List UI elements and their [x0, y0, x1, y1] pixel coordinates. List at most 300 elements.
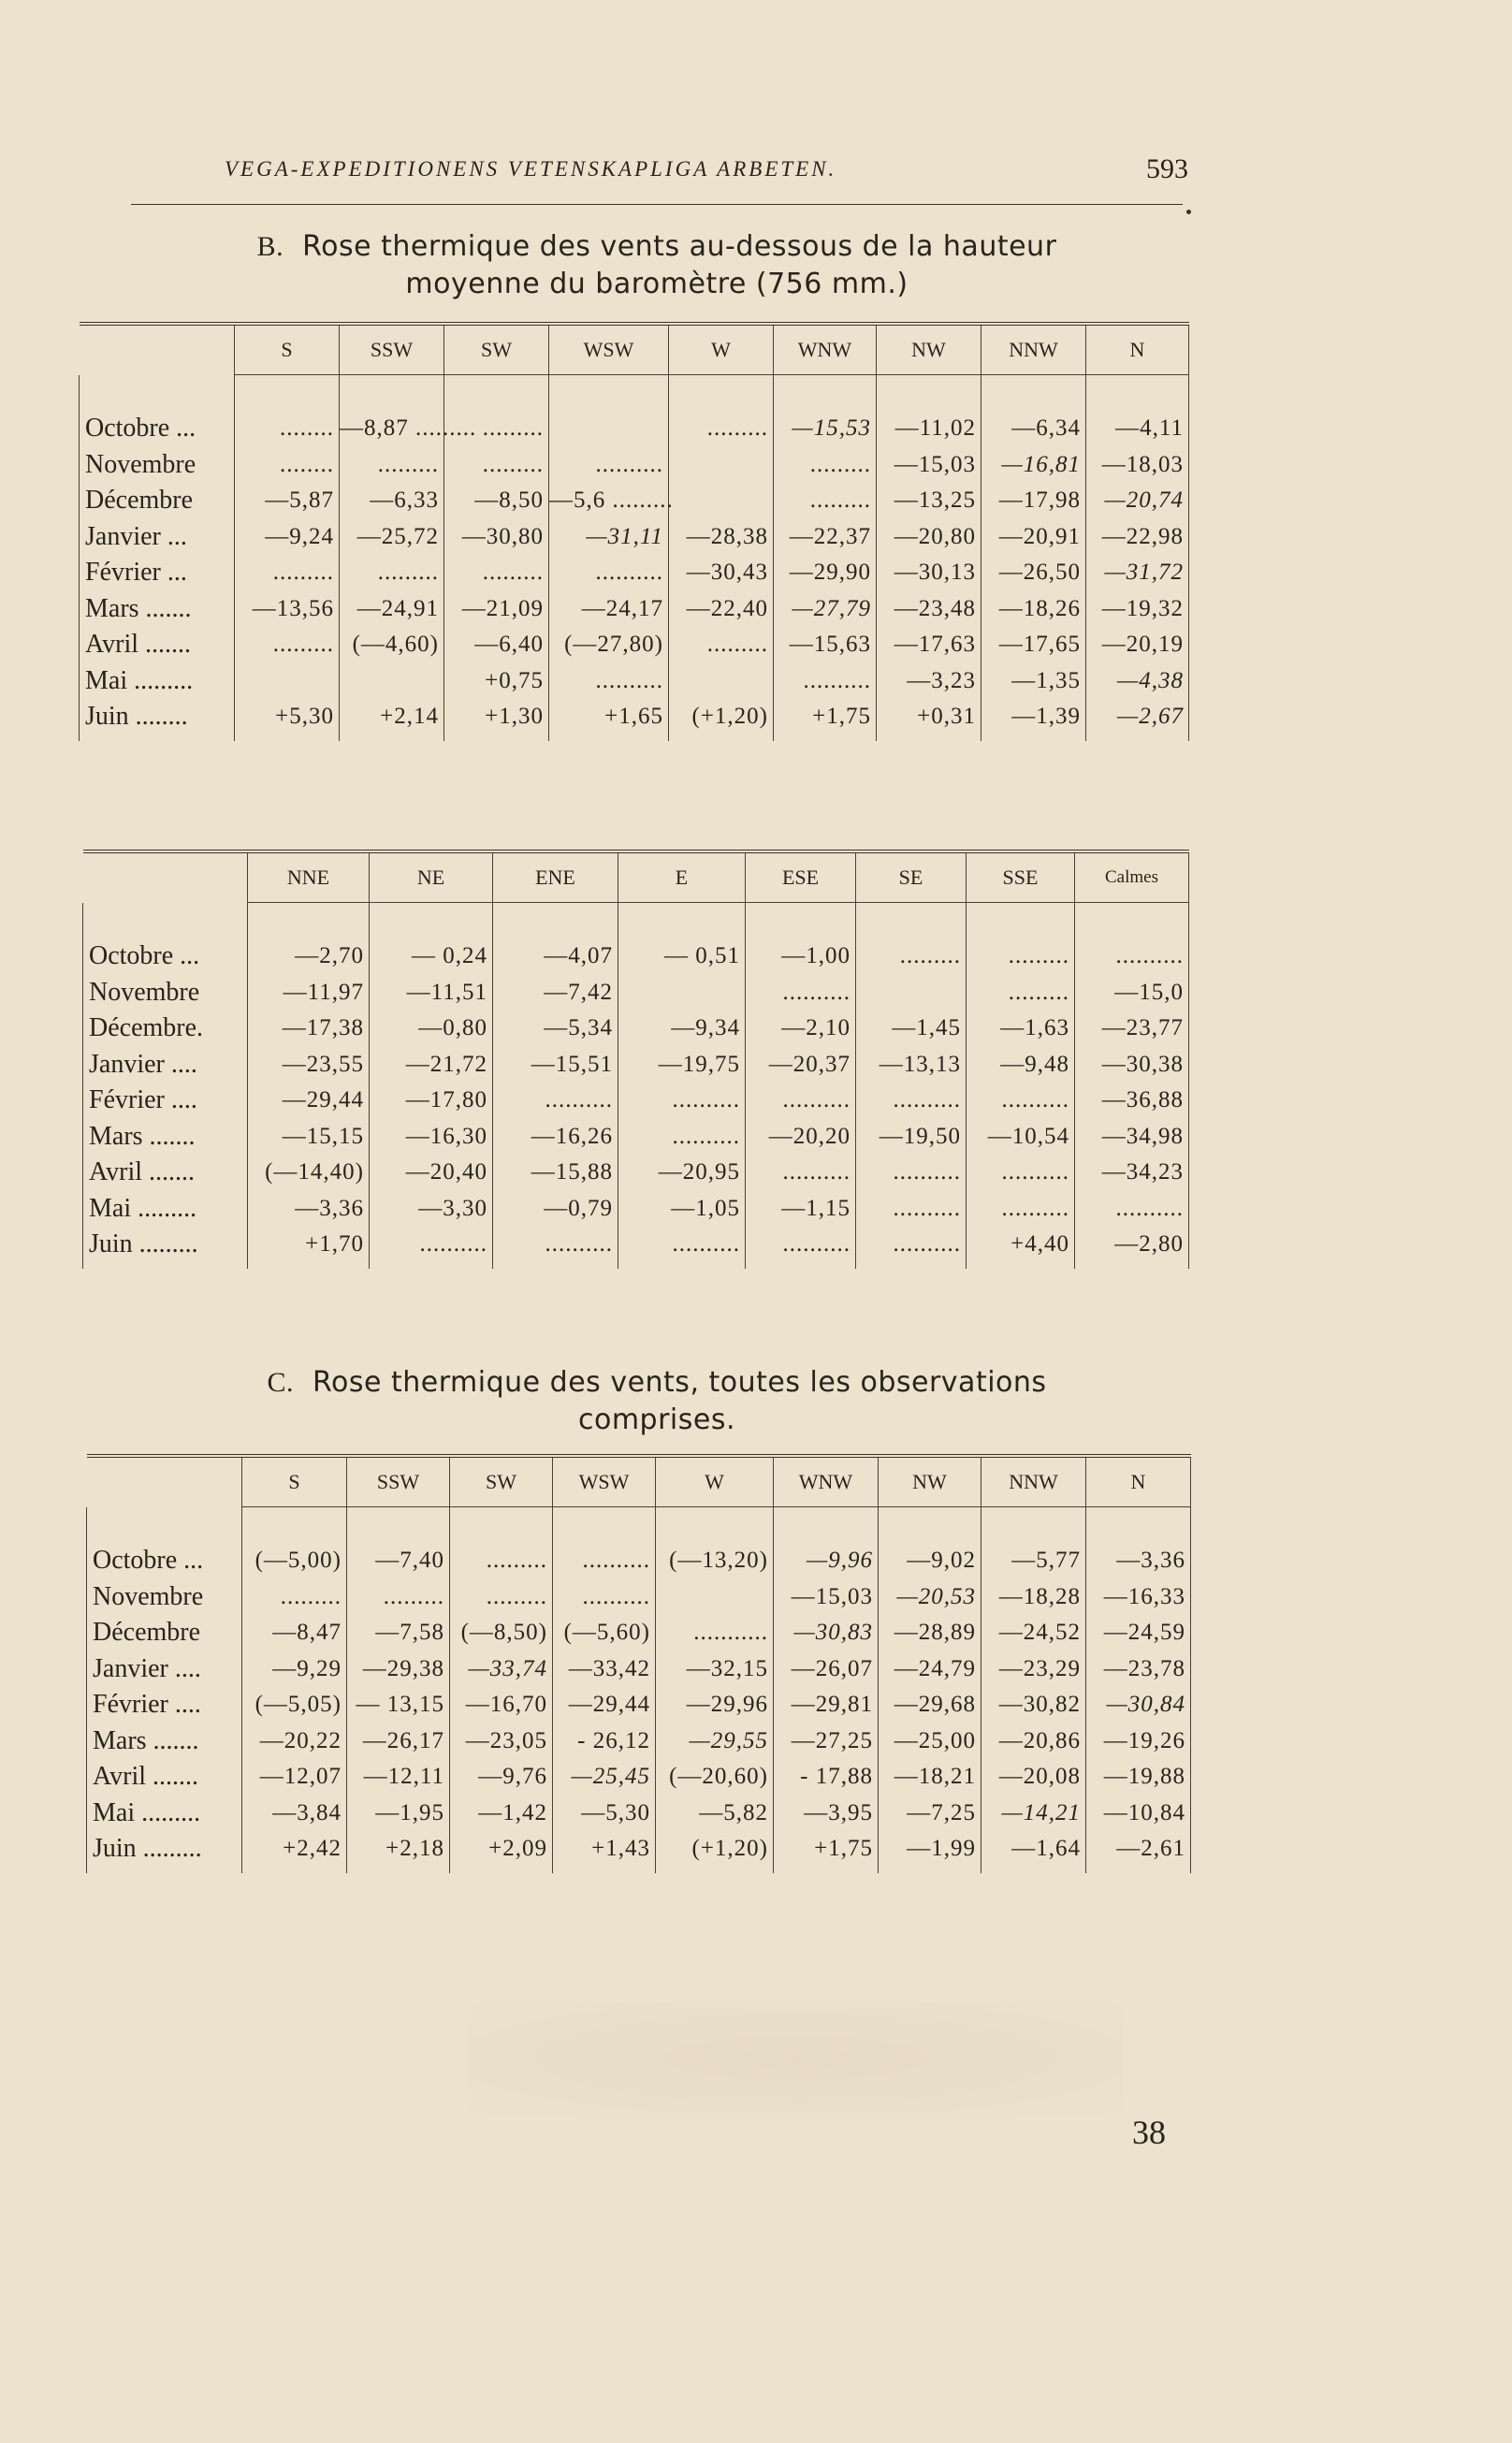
- c-cell: —8,47: [242, 1615, 347, 1651]
- section-b-title-line1: Rose thermique des vents au-dessous de la hauteur: [302, 230, 1057, 263]
- b1-cell: —6,33: [340, 483, 444, 519]
- c-month-label: Avril .......: [87, 1759, 242, 1796]
- b2-cell: ..........: [856, 1191, 967, 1228]
- b1-col-header: W: [669, 324, 774, 375]
- running-header: [225, 153, 1188, 189]
- b1-cell: —22,98: [1086, 519, 1189, 556]
- b1-month-label: Mai .........: [80, 663, 235, 700]
- b2-col-header: NNE: [248, 851, 370, 903]
- b1-cell: —11,02: [877, 375, 981, 447]
- c-cell: —29,38: [347, 1651, 450, 1688]
- rose-table-b1: [79, 322, 1189, 741]
- c-cell: —25,45: [553, 1759, 656, 1796]
- c-cell: (+1,20): [656, 1831, 774, 1873]
- b2-col-header: E: [618, 851, 746, 903]
- b2-row: [83, 975, 1189, 1011]
- b2-corner: [83, 851, 248, 903]
- b1-col-header: NNW: [981, 324, 1086, 375]
- b1-month-label: Avril .......: [80, 627, 235, 663]
- b2-row: [83, 1011, 1189, 1047]
- b1-cell: —1,35: [981, 663, 1086, 700]
- b2-cell: —1,15: [746, 1191, 856, 1228]
- header-rule: [131, 204, 1183, 205]
- b2-cell: ..........: [746, 1155, 856, 1191]
- b2-col-header: ESE: [746, 851, 856, 903]
- b1-cell: ..........: [549, 555, 669, 591]
- b1-row: [80, 663, 1189, 700]
- b1-cell: +1,30: [444, 699, 549, 741]
- b2-cell: —16,30: [370, 1119, 493, 1156]
- b1-month-label: Janvier ...: [80, 519, 235, 556]
- b1-cell: —19,32: [1086, 591, 1189, 628]
- b2-cell: —20,95: [618, 1155, 746, 1191]
- page-number: 593: [1146, 153, 1188, 184]
- b2-cell: —29,44: [248, 1083, 370, 1119]
- b1-row: [80, 555, 1189, 591]
- b1-cell: —5,87: [235, 483, 340, 519]
- b2-month-label: Décembre.: [83, 1011, 248, 1047]
- c-cell: —32,15: [656, 1651, 774, 1688]
- b2-cell: —7,42: [493, 975, 618, 1011]
- b2-cell: .........: [967, 975, 1075, 1011]
- c-cell: - 17,88: [774, 1759, 879, 1796]
- c-cell: —15,03: [774, 1579, 879, 1616]
- b2-cell: +4,40: [967, 1227, 1075, 1269]
- b2-cell: —15,88: [493, 1155, 618, 1191]
- b1-cell: —20,74: [1086, 483, 1189, 519]
- b1-col-header: N: [1086, 324, 1189, 375]
- c-cell: (—20,60): [656, 1759, 774, 1796]
- c-month-label: Décembre: [87, 1615, 242, 1651]
- b2-cell: —15,51: [493, 1047, 618, 1083]
- c-cell: —24,79: [879, 1651, 981, 1688]
- c-row: [87, 1579, 1191, 1616]
- c-row: [87, 1507, 1191, 1579]
- b1-cell: —2,67: [1086, 699, 1189, 741]
- b1-cell: —21,09: [444, 591, 549, 628]
- c-cell: —29,44: [553, 1687, 656, 1723]
- b2-cell: —34,98: [1075, 1119, 1189, 1156]
- b1-cell: —5,6 .........: [549, 483, 669, 519]
- b1-cell: —15,63: [774, 627, 877, 663]
- b1-cell: —15,03: [877, 447, 981, 484]
- c-cell: —16,70: [450, 1687, 553, 1723]
- b1-cell: —8,87 .........: [340, 375, 444, 447]
- c-cell: —3,36: [1086, 1507, 1191, 1579]
- c-col-header: NNW: [981, 1456, 1086, 1507]
- b2-cell: —1,45: [856, 1011, 967, 1047]
- c-cell: —23,29: [981, 1651, 1086, 1688]
- c-col-header: SSW: [347, 1456, 450, 1507]
- b2-cell: —16,26: [493, 1119, 618, 1156]
- b1-cell: —3,23: [877, 663, 981, 700]
- c-cell: +1,43: [553, 1831, 656, 1873]
- c-corner: [87, 1456, 242, 1507]
- b2-cell: —9,48: [967, 1047, 1075, 1083]
- b1-cell: —17,98: [981, 483, 1086, 519]
- b2-cell: ..........: [967, 1191, 1075, 1228]
- b1-cell: —31,72: [1086, 555, 1189, 591]
- b2-row: [83, 1119, 1189, 1156]
- c-cell: —28,89: [879, 1615, 981, 1651]
- b2-cell: —1,05: [618, 1191, 746, 1228]
- c-cell: (—8,50): [450, 1615, 553, 1651]
- b2-cell: —2,10: [746, 1011, 856, 1047]
- c-cell: +2,42: [242, 1831, 347, 1873]
- c-cell: —29,55: [656, 1723, 774, 1760]
- b2-row: [83, 1191, 1189, 1228]
- b2-col-header: NE: [370, 851, 493, 903]
- b2-cell: —9,34: [618, 1011, 746, 1047]
- b1-cell: +5,30: [235, 699, 340, 741]
- b1-cell: —27,79: [774, 591, 877, 628]
- b1-cell: —23,48: [877, 591, 981, 628]
- b1-cell: —28,38: [669, 519, 774, 556]
- section-c-title-line1: Rose thermique des vents, toutes les observations: [313, 1366, 1047, 1399]
- b1-col-header: WSW: [549, 324, 669, 375]
- c-cell: —1,99: [879, 1831, 981, 1873]
- b1-row: [80, 699, 1189, 741]
- b1-cell: —8,50: [444, 483, 549, 519]
- c-cell: —9,02: [879, 1507, 981, 1579]
- c-cell: —7,40: [347, 1507, 450, 1579]
- b1-cell: —30,80: [444, 519, 549, 556]
- b1-cell: [669, 447, 774, 484]
- c-month-label: Mai .........: [87, 1796, 242, 1832]
- b1-row: [80, 591, 1189, 628]
- b2-cell: —1,00: [746, 903, 856, 975]
- b1-cell: [669, 663, 774, 700]
- b1-row: [80, 483, 1189, 519]
- c-cell: —16,33: [1086, 1579, 1191, 1616]
- b1-cell: +0,31: [877, 699, 981, 741]
- b1-cell: —18,26: [981, 591, 1086, 628]
- b1-cell: .........: [340, 555, 444, 591]
- c-cell: —9,29: [242, 1651, 347, 1688]
- b2-cell: ..........: [618, 1083, 746, 1119]
- b1-cell: —25,72: [340, 519, 444, 556]
- c-cell: (—5,00): [242, 1507, 347, 1579]
- c-cell: —19,88: [1086, 1759, 1191, 1796]
- b2-cell: —0,80: [370, 1011, 493, 1047]
- c-month-label: Juin .........: [87, 1831, 242, 1873]
- c-cell: —18,21: [879, 1759, 981, 1796]
- b2-cell: —5,34: [493, 1011, 618, 1047]
- b2-row: [83, 1155, 1189, 1191]
- b1-month-label: Novembre: [80, 447, 235, 484]
- b1-cell: .........: [444, 447, 549, 484]
- b2-cell: ..........: [618, 1119, 746, 1156]
- b2-month-label: Janvier ....: [83, 1047, 248, 1083]
- b2-cell: ..........: [856, 1227, 967, 1269]
- b2-row: [83, 903, 1189, 975]
- b2-cell: —4,07: [493, 903, 618, 975]
- b1-cell: .........: [669, 375, 774, 447]
- b1-cell: —6,34: [981, 375, 1086, 447]
- b2-cell: —3,30: [370, 1191, 493, 1228]
- b1-cell: .........: [444, 375, 549, 447]
- b1-row: [80, 375, 1189, 447]
- b1-cell: +2,14: [340, 699, 444, 741]
- b1-month-label: Mars .......: [80, 591, 235, 628]
- c-cell: —29,96: [656, 1687, 774, 1723]
- b1-cell: —13,25: [877, 483, 981, 519]
- b1-month-label: Octobre ...: [80, 375, 235, 447]
- c-col-header: W: [656, 1456, 774, 1507]
- b1-cell: .........: [340, 447, 444, 484]
- c-cell: .........: [347, 1579, 450, 1616]
- c-col-header: SW: [450, 1456, 553, 1507]
- b2-cell: — 0,24: [370, 903, 493, 975]
- b1-cell: .........: [444, 555, 549, 591]
- rule-dot: [1186, 210, 1191, 214]
- c-cell: —33,42: [553, 1651, 656, 1688]
- c-cell: —12,07: [242, 1759, 347, 1796]
- b2-cell: —13,13: [856, 1047, 967, 1083]
- b2-row: [83, 1227, 1189, 1269]
- b2-row: [83, 1083, 1189, 1119]
- c-month-label: Février ....: [87, 1687, 242, 1723]
- b2-cell: (—14,40): [248, 1155, 370, 1191]
- b2-cell: —36,88: [1075, 1083, 1189, 1119]
- b1-cell: [235, 663, 340, 700]
- section-c-caption: [131, 1364, 1183, 1439]
- c-cell: ...........: [656, 1615, 774, 1651]
- b2-col-header: SSE: [967, 851, 1075, 903]
- b1-month-label: Juin ........: [80, 699, 235, 741]
- b2-cell: ..........: [856, 1083, 967, 1119]
- b1-cell: —20,91: [981, 519, 1086, 556]
- c-row: [87, 1723, 1191, 1760]
- c-col-header: WNW: [774, 1456, 879, 1507]
- c-month-label: Mars .......: [87, 1723, 242, 1760]
- b2-cell: —30,38: [1075, 1047, 1189, 1083]
- b1-cell: —20,80: [877, 519, 981, 556]
- b1-cell: (—27,80): [549, 627, 669, 663]
- b1-col-header: SW: [444, 324, 549, 375]
- c-cell: —14,21: [981, 1796, 1086, 1832]
- c-cell: +2,09: [450, 1831, 553, 1873]
- b1-cell: .........: [235, 627, 340, 663]
- b2-month-label: Février ....: [83, 1083, 248, 1119]
- section-b-letter: B.: [256, 231, 284, 262]
- c-cell: ..........: [553, 1507, 656, 1579]
- b2-cell: ..........: [493, 1227, 618, 1269]
- b1-cell: .........: [774, 483, 877, 519]
- b1-cell: .........: [669, 627, 774, 663]
- c-col-header: S: [242, 1456, 347, 1507]
- b2-cell: —11,97: [248, 975, 370, 1011]
- b2-cell: —17,38: [248, 1011, 370, 1047]
- b1-cell: —6,40: [444, 627, 549, 663]
- running-title: VEGA-EXPEDITIONENS VETENSKAPLIGA ARBETEN.: [225, 157, 837, 181]
- paper-smudge: [468, 2002, 1123, 2115]
- b2-cell: —2,70: [248, 903, 370, 975]
- b2-cell: —0,79: [493, 1191, 618, 1228]
- b2-cell: ..........: [856, 1155, 967, 1191]
- b2-cell: —20,37: [746, 1047, 856, 1083]
- b1-col-header: NW: [877, 324, 981, 375]
- b2-cell: .........: [967, 903, 1075, 975]
- b1-cell: —17,63: [877, 627, 981, 663]
- b2-cell: ..........: [493, 1083, 618, 1119]
- b2-cell: —3,36: [248, 1191, 370, 1228]
- c-cell: .........: [450, 1579, 553, 1616]
- b1-col-header: SSW: [340, 324, 444, 375]
- c-cell: —19,26: [1086, 1723, 1191, 1760]
- b1-cell: —24,91: [340, 591, 444, 628]
- c-cell: —23,05: [450, 1723, 553, 1760]
- folio-number: 38: [1132, 2114, 1166, 2151]
- b2-row: [83, 1047, 1189, 1083]
- b1-cell: —30,13: [877, 555, 981, 591]
- b2-cell: [856, 975, 967, 1011]
- c-cell: (—5,60): [553, 1615, 656, 1651]
- b1-cell: ..........: [549, 447, 669, 484]
- c-cell: —12,11: [347, 1759, 450, 1796]
- c-cell: —33,74: [450, 1651, 553, 1688]
- b2-cell: —19,75: [618, 1047, 746, 1083]
- b1-cell: +1,75: [774, 699, 877, 741]
- c-cell: +1,75: [774, 1831, 879, 1873]
- b1-cell: +0,75: [444, 663, 549, 700]
- c-cell: —2,61: [1086, 1831, 1191, 1873]
- b1-cell: —1,39: [981, 699, 1086, 741]
- b2-col-header: ENE: [493, 851, 618, 903]
- b1-cell: ........: [235, 375, 340, 447]
- c-row: [87, 1759, 1191, 1796]
- c-cell: - 26,12: [553, 1723, 656, 1760]
- rose-table-b2: [82, 850, 1189, 1269]
- b2-cell: —15,15: [248, 1119, 370, 1156]
- b2-cell: —2,80: [1075, 1227, 1189, 1269]
- c-cell: ..........: [553, 1579, 656, 1616]
- b1-row: [80, 627, 1189, 663]
- c-cell: —20,22: [242, 1723, 347, 1760]
- b1-cell: +1,65: [549, 699, 669, 741]
- b2-cell: —17,80: [370, 1083, 493, 1119]
- c-cell: —29,68: [879, 1687, 981, 1723]
- c-row: [87, 1687, 1191, 1723]
- c-cell: —9,96: [774, 1507, 879, 1579]
- c-cell: —7,58: [347, 1615, 450, 1651]
- b1-cell: —17,65: [981, 627, 1086, 663]
- c-cell: —30,82: [981, 1687, 1086, 1723]
- b2-cell: ..........: [746, 1227, 856, 1269]
- c-cell: —18,28: [981, 1579, 1086, 1616]
- b1-cell: —26,50: [981, 555, 1086, 591]
- c-cell: —9,76: [450, 1759, 553, 1796]
- b2-cell: ..........: [746, 975, 856, 1011]
- c-cell: (—5,05): [242, 1687, 347, 1723]
- b2-col-header: Calmes: [1075, 851, 1189, 903]
- c-cell: —25,00: [879, 1723, 981, 1760]
- b2-cell: —10,54: [967, 1119, 1075, 1156]
- b1-cell: —18,03: [1086, 447, 1189, 484]
- b2-cell: ..........: [967, 1083, 1075, 1119]
- b2-month-label: Juin .........: [83, 1227, 248, 1269]
- section-c-letter: C.: [267, 1367, 294, 1398]
- b2-cell: .........: [856, 903, 967, 975]
- b1-cell: —30,43: [669, 555, 774, 591]
- c-cell: —26,07: [774, 1651, 879, 1688]
- b1-cell: —16,81: [981, 447, 1086, 484]
- b2-cell: —20,20: [746, 1119, 856, 1156]
- b2-month-label: Novembre: [83, 975, 248, 1011]
- b2-cell: —34,23: [1075, 1155, 1189, 1191]
- c-col-header: NW: [879, 1456, 981, 1507]
- b2-cell: — 0,51: [618, 903, 746, 975]
- b2-cell: —23,77: [1075, 1011, 1189, 1047]
- b1-cell: ..........: [549, 663, 669, 700]
- c-cell: —5,82: [656, 1796, 774, 1832]
- b1-cell: [669, 483, 774, 519]
- b1-corner: [80, 324, 235, 375]
- b1-cell: —4,11: [1086, 375, 1189, 447]
- b2-cell: ..........: [370, 1227, 493, 1269]
- b1-cell: (—4,60): [340, 627, 444, 663]
- b1-row: [80, 447, 1189, 484]
- c-row: [87, 1831, 1191, 1873]
- b2-month-label: Mars .......: [83, 1119, 248, 1156]
- b2-cell: —11,51: [370, 975, 493, 1011]
- b2-cell: —19,50: [856, 1119, 967, 1156]
- c-row: [87, 1796, 1191, 1832]
- c-col-header: N: [1086, 1456, 1191, 1507]
- c-cell: —1,95: [347, 1796, 450, 1832]
- b1-cell: —20,19: [1086, 627, 1189, 663]
- c-cell: —5,77: [981, 1507, 1086, 1579]
- c-cell: —30,84: [1086, 1687, 1191, 1723]
- c-cell: —5,30: [553, 1796, 656, 1832]
- c-cell: —27,25: [774, 1723, 879, 1760]
- c-cell: —7,25: [879, 1796, 981, 1832]
- c-cell: —3,84: [242, 1796, 347, 1832]
- b1-cell: —24,17: [549, 591, 669, 628]
- b1-col-header: S: [235, 324, 340, 375]
- c-cell: [656, 1579, 774, 1616]
- c-cell: — 13,15: [347, 1687, 450, 1723]
- b1-cell: [549, 375, 669, 447]
- c-cell: —30,83: [774, 1615, 879, 1651]
- b1-cell: [340, 663, 444, 700]
- b2-col-header: SE: [856, 851, 967, 903]
- c-cell: .........: [450, 1507, 553, 1579]
- c-cell: —1,64: [981, 1831, 1086, 1873]
- b2-month-label: Octobre ...: [83, 903, 248, 975]
- b1-cell: —29,90: [774, 555, 877, 591]
- c-cell: —3,95: [774, 1796, 879, 1832]
- b1-cell: —4,38: [1086, 663, 1189, 700]
- c-month-label: Octobre ...: [87, 1507, 242, 1579]
- b1-month-label: Décembre: [80, 483, 235, 519]
- b2-cell: [618, 975, 746, 1011]
- b1-cell: .........: [235, 555, 340, 591]
- b1-cell: —22,37: [774, 519, 877, 556]
- b1-month-label: Février ...: [80, 555, 235, 591]
- b2-cell: ..........: [1075, 903, 1189, 975]
- b2-cell: —20,40: [370, 1155, 493, 1191]
- c-cell: —23,78: [1086, 1651, 1191, 1688]
- c-cell: —10,84: [1086, 1796, 1191, 1832]
- c-row: [87, 1615, 1191, 1651]
- b1-cell: —13,56: [235, 591, 340, 628]
- b1-cell: (+1,20): [669, 699, 774, 741]
- b2-cell: ..........: [746, 1083, 856, 1119]
- b1-cell: —31,11: [549, 519, 669, 556]
- c-cell: —20,08: [981, 1759, 1086, 1796]
- b2-cell: +1,70: [248, 1227, 370, 1269]
